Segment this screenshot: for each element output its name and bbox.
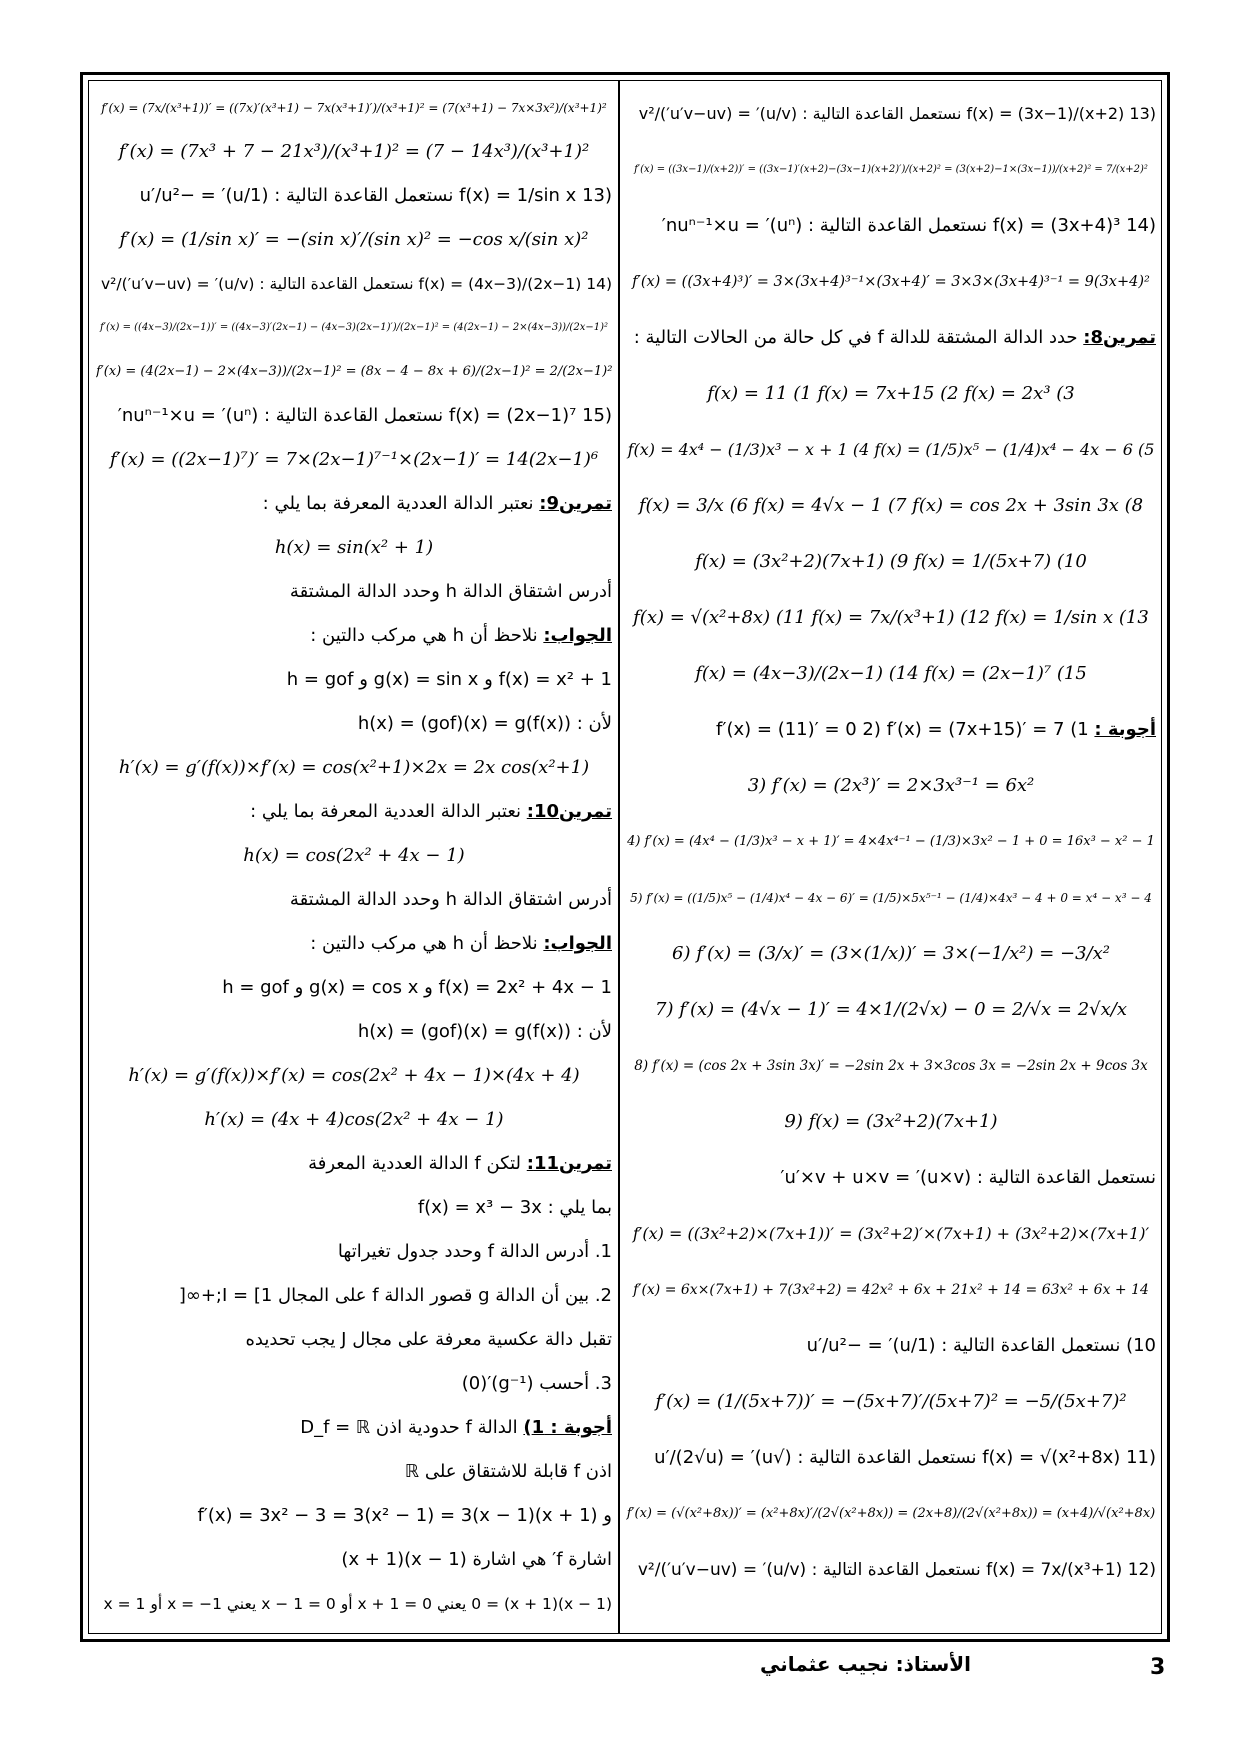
exercise-heading: أجوبة : xyxy=(1094,719,1156,740)
exercise-heading: أجوبة : 1) xyxy=(523,1417,612,1438)
right-column-line: 5) f′(x) = ((1/5)x⁵ − (1/4)x⁴ − 4x − 6)′ = (1/5)×5x⁵⁻¹ − (1/4)×4x³ − 4 + 0 = x⁴ − x³ − 4 xyxy=(630,891,1152,905)
right-column-line: (13 f(x) = (3x−1)/(x+2) نستعمل القاعدة التالية : (u/v)′ = (u′v−uv′)/v² xyxy=(638,104,1156,123)
right-column-line: 6) f′(x) = (3/x)′ = (3×(1/x))′ = 3×(−1/x²) = −3/x² xyxy=(672,943,1110,964)
right-column-line: f(x) = 4x⁴ − (1/3)x³ − x + 1 (4 f(x) = (1/5)x⁵ − (1/4)x⁴ − 4x − 6 (5 xyxy=(627,440,1155,459)
left-column-line: أدرس اشتقاق الدالة h وحدد الدالة المشتقة xyxy=(289,581,612,602)
right-column-line: 3) f′(x) = (2x³)′ = 2×3x³⁻¹ = 6x² xyxy=(747,775,1035,796)
left-column-line: الجواب: نلاحظ أن h هي مركب دالتين : xyxy=(310,933,612,954)
left-column-line: (x − 1)(x + 1) = 0 يعني x + 1 = 0 أو x − 1 = 0 يعني x = −1 أو x = 1 xyxy=(103,1595,612,1613)
right-column-line: (12 f(x) = 7x/(x³+1) نستعمل القاعدة التالية : (u/v)′ = (u′v−uv′)/v² xyxy=(637,1560,1156,1580)
author-name: الأستاذ: نجيب عثماني xyxy=(760,1652,972,1676)
exercise-heading: تمرين10: xyxy=(526,801,612,822)
right-column-line: 10) نستعمل القاعدة التالية : (1/u)′ = −u′/u² xyxy=(806,1335,1156,1356)
right-column-line: f′(x) = (1/(5x+7))′ = −(5x+7)′/(5x+7)² = −5/(5x+7)² xyxy=(655,1391,1127,1412)
left-column-line: (13 f(x) = 1/sin x نستعمل القاعدة التالية : (1/u)′ = −u′/u² xyxy=(139,185,612,206)
left-column-line: اشارة f′ هي اشارة (x − 1)(x + 1) xyxy=(341,1549,612,1570)
right-column-line: f(x) = √(x²+8x) (11 f(x) = 7x/(x³+1) (12 f(x) = 1/sin x (13 xyxy=(633,607,1149,628)
left-column-line: f′(x) = (7x³ + 7 − 21x³)/(x³+1)² = (7 − 14x³)/(x³+1)² xyxy=(118,141,590,162)
left-column-line: h′(x) = g′(f(x))×f′(x) = cos(x²+1)×2x = 2x cos(x²+1) xyxy=(118,757,590,778)
right-column-line: f(x) = 11 (1 f(x) = 7x+15 (2 f(x) = 2x³ (3 xyxy=(707,383,1075,404)
right-column-line: f′(x) = ((3x²+2)×(7x+1))′ = (3x²+2)′×(7x+1) + (3x²+2)×(7x+1)′ xyxy=(632,1224,1150,1243)
right-column-line: f′(x) = ((3x+4)³)′ = 3×(3x+4)³⁻¹×(3x+4)′ = 3×3×(3x+4)³⁻¹ = 9(3x+4)² xyxy=(632,274,1150,290)
left-column-line: 2. بين أن الدالة g قصور الدالة f على المجال I = [1;+∞[ xyxy=(178,1285,612,1306)
left-column-line: 1. أدرس الدالة f وحدد جدول تغيراتها xyxy=(337,1241,612,1262)
left-column-line: و f′(x) = 3x² − 3 = 3(x² − 1) = 3(x − 1)(x + 1) xyxy=(197,1505,612,1526)
right-column-line: f(x) = (4x−3)/(2x−1) (14 f(x) = (2x−1)⁷ (15 xyxy=(695,663,1087,684)
right-column xyxy=(626,86,1156,1626)
right-column-line: f(x) = 3/x (6 f(x) = 4√x − 1 (7 f(x) = cos 2x + 3sin 3x (8 xyxy=(638,495,1144,516)
left-column-line: f′(x) = ((4x−3)/(2x−1))′ = ((4x−3)′(2x−1) − (4x−3)(2x−1)′)/(2x−1)² = (4(2x−1) − 2×(4x−3))/(2x−1)² xyxy=(99,322,608,333)
right-column-line: (14 f(x) = (3x+4)³ نستعمل القاعدة التالية : (uⁿ)′ = nuⁿ⁻¹×u′ xyxy=(661,215,1156,236)
right-column-line: أجوبة : 1) f′(x) = (11)′ = 0 2) f′(x) = (7x+15)′ = 7 xyxy=(716,719,1156,740)
left-column-line: اذن f قابلة للاشتقاق على ℝ xyxy=(404,1461,612,1482)
right-column-line: تمرين8: حدد الدالة المشتقة للدالة f في كل حالة من الحالات التالية : xyxy=(633,327,1156,348)
left-column-line: f(x) = x² + 1 و g(x) = sin x و h = gof xyxy=(286,669,612,690)
left-column-line: h(x) = sin(x² + 1) xyxy=(274,537,434,558)
right-column-line: 8) f′(x) = (cos 2x + 3sin 3x)′ = −2sin 2x + 3×3cos 3x = −2sin 2x + 9cos 3x xyxy=(634,1058,1148,1074)
left-column-line: أدرس اشتقاق الدالة h وحدد الدالة المشتقة xyxy=(289,889,612,910)
right-column-line: 7) f′(x) = (4√x − 1)′ = 4×1/(2√x) − 0 = 2/√x = 2√x/x xyxy=(655,999,1127,1020)
exercise-heading: الجواب: xyxy=(543,625,612,646)
right-column-line: f′(x) = ((3x−1)/(x+2))′ = ((3x−1)′(x+2)−(3x−1)(x+2)′)/(x+2)² = (3(x+2)−1×(3x−1))/(x+2)² = 7/(x+2)² xyxy=(634,164,1148,175)
left-column-line: لأن : h(x) = (gof)(x) = g(f(x)) xyxy=(357,713,612,734)
left-column-line: تمرين9: نعتبر الدالة العددية المعرفة بما يلي : xyxy=(262,493,612,514)
left-column xyxy=(96,86,612,1626)
left-column-line: h′(x) = (4x + 4)cos(2x² + 4x − 1) xyxy=(204,1109,504,1130)
left-column-line: f′(x) = (7x/(x³+1))′ = ((7x)′(x³+1) − 7x(x³+1)′)/(x³+1)² = (7(x³+1) − 7x×3x²)/(x³+1)² xyxy=(101,101,607,115)
right-column-line: 9) f(x) = (3x²+2)(7x+1) xyxy=(784,1111,998,1132)
page-number: 3 xyxy=(1150,1655,1166,1680)
column-divider xyxy=(618,80,620,1634)
left-column-line: 3. أحسب (g⁻¹)′(0) xyxy=(461,1373,612,1394)
exercise-heading: الجواب: xyxy=(543,933,612,954)
left-column-line: (14 f(x) = (4x−3)/(2x−1) نستعمل القاعدة التالية : (u/v)′ = (u′v−uv′)/v² xyxy=(101,275,612,293)
right-column-line: f′(x) = (√(x²+8x))′ = (x²+8x)′/(2√(x²+8x)) = (2x+8)/(2√(x²+8x)) = (x+4)/√(x²+8x) xyxy=(626,1506,1156,1521)
left-column-line: تمرين10: نعتبر الدالة العددية المعرفة بما يلي : xyxy=(250,801,612,822)
left-column-line: بما يلي : f(x) = x³ − 3x xyxy=(417,1197,612,1218)
left-column-line: f′(x) = (4(2x−1) − 2×(4x−3))/(2x−1)² = (8x − 4 − 8x + 6)/(2x−1)² = 2/(2x−1)² xyxy=(96,364,612,379)
left-column-line: أجوبة : 1) الدالة f حدودية اذن D_f = ℝ xyxy=(300,1417,612,1438)
right-column-line: 4) f′(x) = (4x⁴ − (1/3)x³ − x + 1)′ = 4×4x⁴⁻¹ − (1/3)×3x² − 1 + 0 = 16x³ − x² − 1 xyxy=(627,834,1155,849)
left-column-line: f′(x) = (1/sin x)′ = −(sin x)′/(sin x)² = −cos x/(sin x)² xyxy=(119,229,589,250)
left-column-line: h′(x) = g′(f(x))×f′(x) = cos(2x² + 4x − 1)×(4x + 4) xyxy=(128,1065,580,1086)
left-column-line: تمرين11: لتكن f الدالة العددية المعرفة xyxy=(308,1153,612,1174)
left-column-line: f′(x) = ((2x−1)⁷)′ = 7×(2x−1)⁷⁻¹×(2x−1)′ = 14(2x−1)⁶ xyxy=(109,449,599,470)
exercise-heading: تمرين8: xyxy=(1083,327,1156,348)
left-column-line: لأن : h(x) = (gof)(x) = g(f(x)) xyxy=(357,1021,612,1042)
left-column-line: f(x) = 2x² + 4x − 1 و g(x) = cos x و h = gof xyxy=(222,977,612,998)
left-column-line: الجواب: نلاحظ أن h هي مركب دالتين : xyxy=(310,625,612,646)
exercise-heading: تمرين9: xyxy=(539,493,612,514)
left-column-line: تقبل دالة عكسية معرفة على مجال J يجب تحديده xyxy=(245,1329,612,1350)
right-column-line: (11 f(x) = √(x²+8x) نستعمل القاعدة التالية : (√u)′ = u′/(2√u) xyxy=(654,1447,1156,1468)
left-column-line: (15 f(x) = (2x−1)⁷ نستعمل القاعدة التالية : (uⁿ)′ = nuⁿ⁻¹×u′ xyxy=(117,405,612,426)
right-column-line: f′(x) = 6x×(7x+1) + 7(3x²+2) = 42x² + 6x + 21x² + 14 = 63x² + 6x + 14 xyxy=(633,1282,1149,1298)
left-column-line: h(x) = cos(2x² + 4x − 1) xyxy=(243,845,465,866)
exercise-heading: تمرين11: xyxy=(526,1153,612,1174)
right-column-line: نستعمل القاعدة التالية : (u×v)′ = u′×v + u×v′ xyxy=(780,1167,1156,1188)
right-column-line: f(x) = (3x²+2)(7x+1) (9 f(x) = 1/(5x+7) (10 xyxy=(695,551,1087,572)
